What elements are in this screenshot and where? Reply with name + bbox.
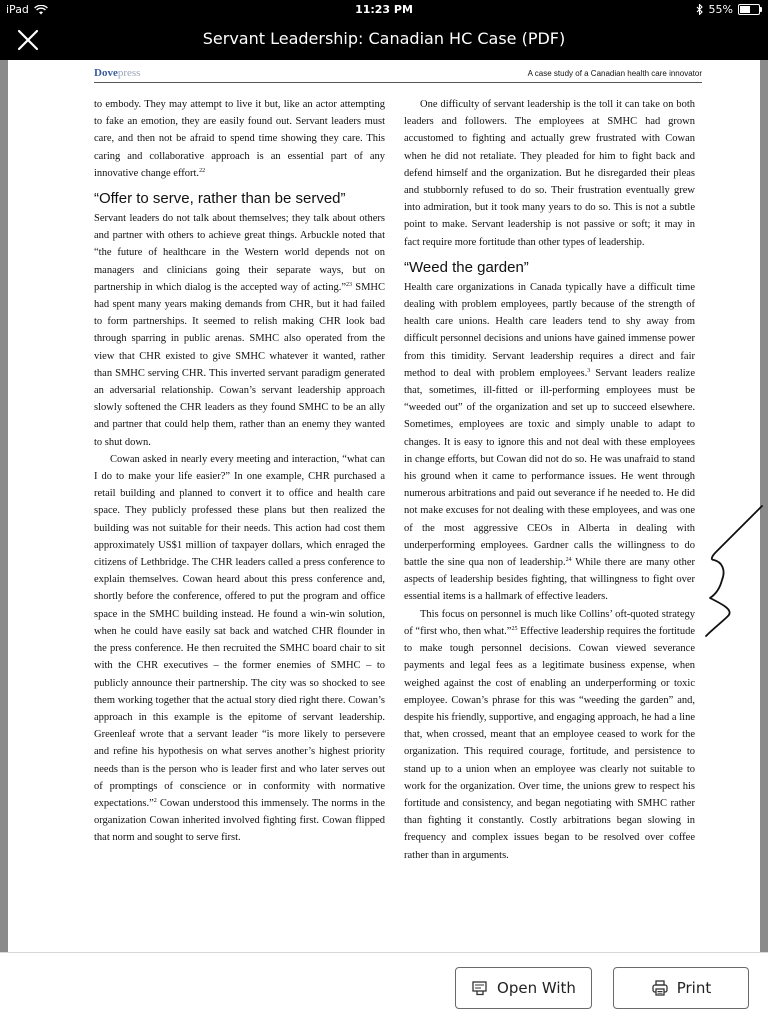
pdf-page[interactable] — [8, 60, 760, 952]
footnote-ref: 2 — [153, 797, 157, 804]
open-with-button[interactable] — [455, 967, 592, 1009]
footnote-ref: 3 — [587, 367, 591, 374]
status-time: 11:23 PM — [355, 3, 413, 16]
left-column — [94, 96, 385, 847]
paragraph-text: to embody. They may attempt to live it but, like an actor attempting to fake an emotion, they are easily found out. Servant leaders must care, and then not be afraid to spend time showing they care. This caring and collaborative approach is an essential part of any innovative change effort. — [94, 99, 385, 179]
pdf-viewer[interactable] — [0, 60, 768, 952]
battery-level — [740, 6, 750, 13]
print-button[interactable] — [613, 967, 749, 1009]
paragraph-text: Servant leaders realize that, sometimes, ill-fitted or ill-performing employees must be “weeded out” of the organization and set up to succeed elsewhere. Sometimes, employees are toxic and simply unable to adapt to changes. It is easy to ignore this and not deal with these employees in change efforts, but Cowan did not do so. He was unafraid to stand his ground when it came to performance issues. He went through numerous arbitrations and paid out severance if he needed to. He did not make excuses for not dealing with these employees, and was one of the most aggressive CEOs in Alberta in dealing with underperforming employees. Gardner calls the willingness to do battle the sine qua non of leadership. — [404, 367, 695, 569]
battery-percent: 55% — [708, 3, 733, 16]
page-header — [94, 66, 702, 83]
section-heading: “Weed the garden” — [404, 258, 529, 276]
paragraph-text: SMHC had spent many years making demands from CHR, but it had failed to form partnerships. It seemed to relish making CHR look bad through sparring in public arenas. SMHC also operated from the view that CHR existed to give SMHC whatever it wanted, rather than SMHC serving CHR. This inverted servant paradigm generated an adversarial relationship. Cowan’s servant leadership approach slowly softened the CHR leaders as they found SMHC to be an ally and partner that could help them, rather than an enemy they wanted to shut down. — [94, 281, 385, 448]
print-label: Print — [676, 979, 712, 997]
running-head: A case study of a Canadian health care innovator — [527, 69, 702, 78]
footnote-ref: 24 — [565, 557, 572, 564]
paragraph — [404, 279, 695, 606]
footnote-ref: 23 — [346, 281, 353, 288]
publisher-name-main: Dove — [94, 67, 118, 79]
document-title: Servant Leadership: Canadian HC Case (PDF) — [202, 29, 566, 48]
paragraph-text: This focus on personnel is much like Collins’ oft-quoted strategy of “first who, then what.” — [404, 608, 695, 637]
footnote-ref: 25 — [511, 625, 518, 632]
section-heading: “Offer to serve, rather than be served” — [94, 190, 346, 208]
status-bar — [0, 0, 768, 20]
paragraph-text: Health care organizations in Canada typically have a difficult time dealing with problem employees, partly because of the strength of health care unions. Health care leaders tend to shy away from difficult personnel decisions and unions have gained immense power from this timidity. Servant leadership requires a direct and fair method to deal with problem employees. — [404, 281, 695, 379]
right-column — [404, 96, 695, 864]
printer-icon — [651, 979, 669, 997]
paragraph-text: Cowan asked in nearly every meeting and interaction, “what can I do to make your life easier?” In one example, CHR purchased a retail building and planned to convert it to office and health care space. They publicly professed these plans but then realized the building was not suitable for their needs. This action had cost them approximately US$1 million of taxpayer dollars, which enraged the citizens of Lethbridge. The CHR leaders called a press conference to explain themselves. Cowan heard about this press conference and, shortly before the conference, offered to put the program and office space in the SMHC building instead. He found a win-win solution, when he could have easily sat back and watched CHR flounder in the press conference. He then recruited the SMHC board chair to sit with the CHR executives – the former enemies of SMHC – to publicly announce their partnership. The city was so shocked to see them working together that the actual story died right there. Cowan’s approach in this example is the epitome of servant leadership. Greenleaf wrote that a servant leader “is more likely to persevere and refine his hypothesis on what serves another’s highest priority needs than is the person who is leader first and who later serves out of promptings of conscience or in conformity with normative expectations.” — [94, 453, 385, 809]
publisher-logo — [94, 67, 140, 79]
paragraph — [404, 96, 695, 251]
paragraph — [94, 210, 385, 451]
paragraph-text: One difficulty of servant leadership is the toll it can take on both leaders and followers. The employees at SMHC had grown accustomed to fighting and actually grew frustrated with Cowan when he did not retaliate. They pleaded for him to fight back and defend himself and the organization. But he disregarded their pleas and stubbornly refused to do so. Their frustration eventually grew into admiration, but it took many years to do so. This is not a subtle point to make. Servant leadership is not passive or soft; it may in fact require more fortitude than other types of leadership. — [404, 99, 695, 248]
device-name: iPad — [6, 3, 29, 16]
paragraph — [404, 606, 695, 864]
nav-bar — [0, 20, 768, 60]
open-with-icon — [471, 979, 489, 997]
open-with-label: Open With — [497, 979, 576, 997]
battery-icon — [738, 4, 760, 15]
paragraph-text: Servant leaders do not talk about themselves; they talk about others and partner with others to achieve great things. Arbuckle noted that “the future of healthcare in the Western world depends not on managers and clinicians going their separate ways, but on partnership in which dialog is the accepted way of acting.” — [94, 213, 385, 293]
paragraph — [94, 451, 385, 847]
paragraph — [94, 96, 385, 182]
paragraph-text: While there are many other aspects of leadership besides fighting, that willingness to fight over essential items is a hallmark of effective leaders. — [404, 557, 696, 603]
paragraph-text: Cowan understood this immensely. The norms in the organization Cowan inherited involved fighting first. Cowan flipped that norm and sought to serve first. — [94, 797, 385, 844]
publisher-name-sub: press — [117, 67, 141, 79]
status-right — [696, 3, 760, 16]
bottom-toolbar — [0, 952, 768, 1025]
footnote-ref: 22 — [199, 167, 206, 174]
bluetooth-icon — [696, 4, 704, 15]
paragraph-text: Effective leadership requires the fortitude to make tough personnel decisions. Cowan viewed severance payments and legal fees as a legitimate business expense, when weighed against the cost of enabling an underperforming or toxic employee. Cowan’s phrase for this was “weeding the garden” and, despite his friendly, supportive, and engaging approach, he had a line that, when crossed, meant that an employee ceased to work for the organization. This required courage, fortitude, and persistence to stand up to a union when an employee was clearly not suitable to work for the organization. Over time, the unions grew to respect his fortitude and consistency, and began negotiating with SMHC rather than fighting it constantly. Costly arbitrations began slowing in frequency and complex issues began to be resolved over coffee rather than in arguments. — [404, 625, 695, 861]
